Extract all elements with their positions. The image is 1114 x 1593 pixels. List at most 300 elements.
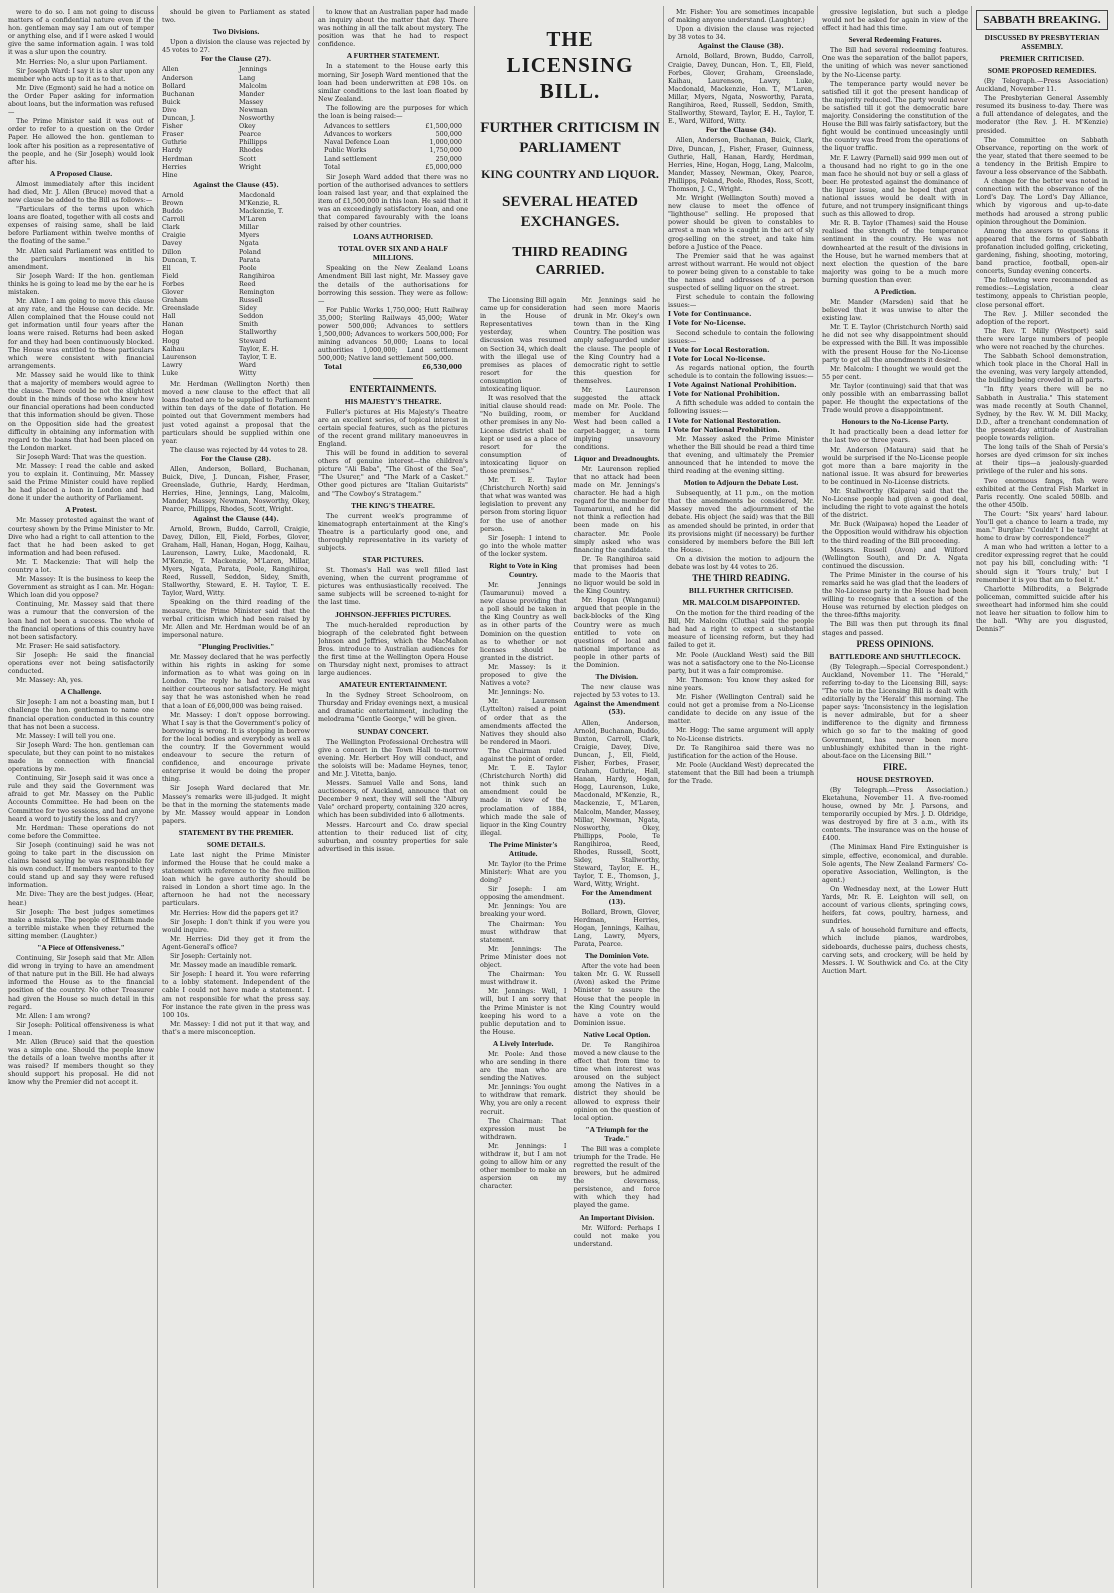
ballot-option: I Vote for National Restoration.	[668, 416, 781, 425]
member-name: Hogan	[162, 328, 184, 337]
column-rule	[971, 6, 972, 1588]
member-name: M'Kenzie, R.	[238, 198, 280, 207]
paragraph: Mr. Allen: I am wrong?	[16, 1011, 91, 1020]
loan-row	[324, 163, 462, 171]
paragraph: Almost immediately after this incident had died, Mr. J. Allen (Bruce) moved that a new clause be added to the Bill as follows:—	[8, 179, 154, 204]
paragraph: Mr. Taylor (continuing) said that that was only possible with an embarrassing ballot paper. He thought the expectations of the Trade would prove a disappointment.	[822, 381, 968, 415]
paragraph: Arnold, Bollard, Brown, Buddo, Carroll, Craigie, Davey, Duncan, Hon. T., Ell, Field, Forbes, Glover, Graham, Greenslade, Kaihau, Laurenson, Lawry, Luke, Macdonald, Mackenzie, Hon. T., M'Laren, Millar, Myers, Ngata, Nosworthy, Parata, Rangihiroa, Reed, Russell, Seddon, Smith, Stallworthy, Steward, Taylor, E. H., Taylor, T. E., Ward, Wilford, Witty.	[668, 52, 814, 126]
paragraph: Mr. Dive (Egmont) said he had a notice on the Order Paper asking for information about loans, but the information was refused—	[8, 83, 154, 117]
section-heading: SOME PROPOSED REMEDIES.	[987, 66, 1097, 75]
paragraph: After the vote had been taken Mr. G. W. Russell (Avon) asked the Prime Minister to assure the House that the people in the King Country would have a vote on the Dominion issue.	[573, 962, 660, 1027]
paragraph: Mr. Massey: Ah, yes.	[16, 676, 83, 685]
vote-list-heading: For the Clause (27).	[200, 56, 272, 64]
section-heading: TOTAL OVER SIX AND A HALF MILLIONS.	[338, 244, 448, 263]
paragraph: Mr. Massey: Is it proposed to give the Natives a vote?	[480, 662, 567, 688]
column-3	[318, 8, 468, 1588]
paragraph: The Chairman: You must withdraw it.	[480, 970, 567, 987]
paragraph: The Bill was a complete triumph for the Trade. He regretted the result of the brewers, but he admired the cleverness, persistence, and force with which they had played the game.	[573, 1144, 660, 1210]
member-name: Massey	[238, 97, 264, 106]
section-heading: Right to Vote in King Country.	[489, 561, 558, 579]
paragraph: The Chairman: That expression must be withdrawn.	[480, 1116, 567, 1141]
paragraph: Sir Joseph: I don't think if you were you would inquire.	[162, 917, 310, 934]
ballot-option: I Vote for No-License.	[668, 319, 746, 328]
paragraph: Mr. F. Lawry (Parnell) said 999 men out of a thousand had no right to go in the one man face he should not buy or sell a glass of beer. He protested against the dominance of the liquor issue, and he hoped that great national issues would be dealt with in future, and not trumpery insignificant things such as this allowed to drop.	[822, 153, 968, 219]
member-name: Rhodes	[238, 146, 263, 155]
loan-table	[324, 122, 462, 171]
member-name: Taylor, T. E.	[238, 352, 277, 361]
paragraph: Allen, Anderson, Arnold, Buchanan, Buddo, Buxton, Carroll, Clark, Craigie, Davey, Dive, Duncan, J., Ell, Field, Fisher, Forbes, Fraser, Graham, Guthrie, Hall, Hanan, Hardy, Hogan, Hogg, Laurenson, Luke, Macdonald, M'Kenzie, R., Mackenzie, T., M'Laren, Malcolm, Mander, Massey, Millar, Newman, Ngata, Nosworthy, Okey, Phillipps, Poole, Te Rangihiroa, Reed, Rhodes, Russell, Scott, Sidey, Stallworthy, Steward, Taylor, E. H., Taylor, T. E., Thomson, J., Ward, Witty, Wright.	[573, 718, 660, 889]
sub-headline: THIRD READING CARRIED.	[512, 245, 628, 278]
paragraph: Mr. Allen said Parliament was entitled to the particulars mentioned in his amendment.	[8, 246, 154, 271]
member-name: Mander	[238, 89, 265, 98]
section-heading: JOHNSON-JEFFRIES PICTURES.	[335, 609, 451, 619]
member-name: Malcolm	[238, 81, 267, 90]
paragraph: The long tails of the Shah of Persia's horses are dyed crimson for six inches at their tips—a jealously-guarded privilege of the ruler and his sons.	[976, 443, 1108, 476]
section-heading: Two Divisions.	[212, 27, 260, 37]
member-name: Nosworthy	[238, 114, 275, 123]
section-heading: A Proposed Clause.	[49, 168, 113, 178]
paragraph: Mr. Herries: How did the papers get it?	[170, 908, 299, 917]
paragraph: Mr. Anderson (Mataura) said that he would be surprised if the No-License people got more than a bare majority in the national issue. It was absurd for breweries to be continued in No-License districts.	[822, 445, 968, 486]
paragraph: Sir Joseph: I am opposing the amendment.	[480, 885, 567, 902]
member-name: M'Laren	[238, 215, 267, 224]
member-name: Mackenzie, T.	[238, 207, 284, 216]
section-heading: A Prediction.	[874, 287, 916, 296]
paragraph: In a statement to the House early this morning, Sir Joseph Ward mentioned that the loan had been underwritten at £98 10s. on similar conditions to the last loan floated by New Zealand.	[318, 62, 468, 103]
loan-amount: £1,500,000	[425, 122, 462, 131]
paragraph: Second schedule to contain the following issues:—	[668, 328, 814, 345]
paragraph: (By Telegraph.—Special Correspondent.) Auckland, November 11. The "Herald," referring to-day to the Licensing Bill, says: "The vote in the Licensing Bill is dealt with editorially by the 'Herald' this morning. The paper says: 'Inconsistency in the legislation is never admirable, but for a sheer indifference to the dignity and firmness which go so far to the making of good Government, has never been more unblushingly exhibited than in the right-about-face on the Licensing Bill.'"	[822, 662, 968, 760]
member-name: Greenslade	[162, 304, 199, 313]
vote-list-heading: Against the Clause (45).	[193, 181, 279, 189]
paragraph: Sir Joseph Ward declared that Mr. Massey's remarks were ill-judged. It might be that in the morning the statements made by Mr. Massey would appear in London papers.	[162, 784, 310, 825]
paragraph: A man who had written a letter to a creditor expressing regret that he could not pay his bill, concluding with: "I should sign it 'Yours truly,' but I remember it is you that am to feel it."	[976, 543, 1108, 584]
paragraph: The temperance party would never be satisfied till it got the present handicap of the majority reduced. The party would never be satisfied till it got the democratic bare majority. Considering the constitution of the House the Bill was fairly satisfactory, but the fight would be continued unceasingly until the country was freed from the operations of the liquor traffic.	[822, 79, 968, 153]
member-name: Ngata	[238, 239, 259, 248]
member-name: Lawry	[162, 360, 183, 369]
names-right	[239, 191, 310, 377]
paragraph: gressive legislation, but such a pledge would not be asked for again in view of the effect it had had this time.	[822, 8, 968, 33]
member-name: Kaihau	[162, 344, 185, 353]
section-heading: AMATEUR ENTERTAINMENT.	[339, 680, 447, 690]
paragraph: Mr. T. E. Taylor (Christchurch North) did not think such an amendment could be made in view of the proclamation of 1884, which made the sale of liquor in the King Country illegal.	[480, 764, 567, 837]
column-rule	[157, 6, 158, 1588]
paragraph: It had practically been a dead letter for the last two or three years.	[822, 428, 968, 445]
paragraph: The Licensing Bill again came up for consideration in the House of Representatives yesterday, when discussion was resumed on Section 34, which dealt with the illegal use of premises as places of resort for the consumption of intoxicating liquor.	[480, 296, 567, 394]
column-rule	[663, 6, 664, 1588]
loan-row	[324, 155, 462, 163]
paragraph: The new clause was rejected by 53 votes to 13.	[573, 683, 660, 700]
paragraph: were to do so. I am not going to discuss matters of a confidential nature even if the hon. gentleman may say I am out of temper or anything else, and if I were asked I would give the same information again. I was told it was a slur upon the country.	[8, 8, 154, 57]
paragraph: Late last night the Prime Minister informed the House that he could make a statement with reference to the five million loan which he gave authority should be raised in London a short time ago. In the afternoon he had not the necessary particulars.	[162, 850, 310, 908]
paragraph: Mr. Fisher: You are sometimes incapable of making anyone understand. (Laughter.)	[668, 8, 814, 25]
member-name: Parata	[238, 255, 261, 264]
paragraph: Among the answers to questions it appeared that the forms of Sabbath profanation included golfing, cricketing, gardening, fishing, shooting, motoring, band practice, football, open-air concerts, Sunday evening concerts.	[976, 226, 1108, 276]
member-name: Arnold	[162, 190, 184, 199]
column-rule	[474, 6, 475, 1588]
member-name: Dillon	[162, 247, 182, 256]
paragraph: Mr. Fisher (Wellington Central) said he could not get a promise from a No-License candidate to decide on any issue of the matter.	[668, 693, 814, 726]
section-heading: A Lively Interlude.	[492, 1038, 554, 1048]
paragraph: Sir Joseph: Certainly not.	[170, 952, 252, 961]
paragraph: A change for the better was noted in connection with the observance of the Lord's Day. The Lord's Day Alliance, which by vigorous and up-to-date methods had aroused a strong public opinion throughout the Dominion.	[976, 177, 1108, 226]
member-name: Sidey	[238, 304, 257, 313]
section-heading: Motion to Adjourn the Debate Lost.	[683, 478, 799, 488]
column-4	[480, 8, 660, 1588]
section-heading: SOME DETAILS.	[206, 839, 266, 849]
paragraph: (The Minimax Hand Fire Extinguisher is simple, effective, economical, and durable. Sole agents, The New Zealand Farmers' Co-operative Association, Wellington, is the agent.)	[822, 843, 968, 884]
vote-list-heading: For the Clause (34).	[705, 127, 777, 135]
paragraph: "Particulars of the terms upon which loans are floated, together with all costs and expenses of raising same, shall be laid before Parliament within twelve months of the floating of the same."	[8, 205, 154, 246]
section-heading: "Plunging Proclivities."	[197, 641, 275, 651]
paragraph: It was resolved that the initial clause should read: "No building, room, or other premises in any No-License district shall be kept or used as a place of resort for the consumption of intoxicating liquor on those premises."	[480, 394, 567, 475]
paragraph: (By Telegraph.—Press Association.) Eketahuna, November 11. A five-roomed house, owned by Mr. J. Parsons, and temporarily occupied by Mrs. J. D. Oldridge, was destroyed by fire at 3 a.m., with its contents. The insurance was on the house of £400.	[822, 785, 968, 843]
column-1	[8, 8, 154, 1588]
main-headline: THE LICENSING BILL.	[506, 27, 634, 103]
paragraph: Upon a division the clause was rejected by 45 votes to 27.	[162, 38, 310, 55]
paragraph: Dr. Te Rangihiroa said there was no justification for the action of the House.	[668, 743, 814, 760]
paragraph: Mr. Herdman (Wellington North) then moved a new clause to the effect that all loans floated are to be supplied to Parliament within ten days of the date of flotation. He pointed out that Government members had just voted against a proposal that the particulars should be supplied within one year.	[162, 380, 310, 445]
paragraph: The Prime Minister said it was out of order to refer to a question on the Order Paper. He allowed the hon. gentleman to look after his position as a representative of the people, and he (Sir Joseph) would look after his.	[8, 117, 154, 166]
member-name: Macdonald	[238, 190, 275, 199]
noes-list	[162, 191, 310, 377]
paragraph: Continuing, Sir Joseph said it was once a rule and they said the Government was afraid to get Mr. Massey on the Public Accounts Committee. He had been on the Committee for two sessions, and had anyone heard a word to justify the loss and cry?	[8, 774, 154, 823]
member-name: Russell	[238, 296, 263, 305]
member-name: Forbes	[162, 279, 185, 288]
paragraph: (By Telegraph.—Press Association) Auckland, November 11.	[976, 77, 1108, 94]
loan-row	[324, 130, 462, 138]
paragraph: As regards national option, the fourth schedule is to contain the following issues:—	[668, 363, 814, 381]
names-left	[162, 65, 233, 178]
loan-row	[324, 122, 462, 130]
paragraph: Mr. Dive: They are the best judges. (Hear, hear.)	[8, 890, 154, 907]
loan-amount: 1,750,000	[429, 146, 462, 155]
section-heading: DISCUSSED BY PRESBYTERIAN ASSEMBLY.	[984, 33, 1100, 51]
paragraph: Mr. Jennings said he had seen more Maoris drunk in Mr. Okey's own town than in the King Country. The position was amply safeguarded under the clause. The people of the King Country had a democratic right to settle this question for themselves.	[573, 296, 660, 385]
paragraph: On Wednesday next, at the Lower Hutt Yards, Mr. R. E. Leighton will sell, on account of various clients, springing cows, heifers, fat cows, poultry, harness, and sundries.	[822, 884, 968, 926]
paragraph: Mr. Massey made an inaudible remark.	[170, 961, 297, 970]
divider	[373, 378, 413, 379]
section-heading: An Important Division.	[579, 1212, 655, 1222]
paragraph: Mr. Malcolm: I thought we would get the 55 per cent.	[822, 364, 968, 381]
paragraph: Allen, Anderson, Buchanan, Buick, Clark, Dive, Duncan, J., Fisher, Fraser, Guinness, Guthrie, Hall, Hanan, Hardy, Herdman, Herries, Hine, Hogan, Hogg, Lang, Malcolm, Mander, Massey, Newman, Okey, Pearce, Phillipps, Poland, Poole, Rhodes, Ross, Scott, Thomson, J. C., Wright.	[668, 136, 814, 193]
column-7	[976, 8, 1108, 1588]
member-name: Anderson	[162, 73, 193, 82]
paragraph: The following were recommended as remedies:—Legislation, a clear testimony, appeals to Christian people, close personal effort.	[976, 276, 1108, 309]
paragraph: Sir Joseph Ward: If the hon. gentleman thinks he is going to lead me by the ear he is mistaken.	[8, 271, 154, 296]
vote-list-heading: For the Amendment (13).	[581, 890, 652, 906]
ballot-option: I Vote for Local No-license.	[668, 354, 766, 363]
paragraph: Mr. Fraser: He said satisfactory.	[16, 641, 121, 650]
loan-amount: £5,000,000	[425, 162, 462, 171]
paragraph: Messrs. Harcourt and Co. draw special attention to their reduced list of city, suburban, and country properties for sale advertised in this issue.	[318, 820, 468, 853]
member-name: Hanan	[162, 320, 184, 329]
paragraph: Mr. Herdman: These operations do not come before the Committee.	[8, 823, 154, 840]
loan-label: Advances to workers	[324, 130, 392, 139]
member-name: Wright	[238, 162, 262, 171]
member-name: Clark	[162, 223, 180, 232]
ballot-option: I Vote for National Prohibition.	[668, 425, 780, 434]
paragraph: Dr. Te Rangihiroa moved a new clause to the effect that from time to time when interest was aroused on the subject among the Natives in a district they should be allowed to express their opinion on the question of local option.	[573, 1040, 660, 1122]
paragraph: Sir Joseph: He said the financial operations ever not being satisfactorily conducted.	[8, 650, 154, 676]
paragraph: Mr. R. B. Taylor (Thames) said the House realised the strength of the temperance sentiment in the country. He was not downhearted at the result of the divisions in the House, but he warned members that at next election the question of the bare majority was going to be a much more burning question than ever.	[822, 219, 968, 284]
member-name: Davey	[162, 239, 182, 248]
member-name: Luke	[162, 368, 179, 377]
paragraph: Mr. Laurenson replied that no attack had been made on Mr. Jennings's character. He had a high regard for the member for Taumarunui, and he did not think a reflection had been made on his character. Mr. Poole simply asked who was financing the candidate.	[573, 464, 660, 554]
paragraph: Dr. Te Rangihiroa said that promises had been made to the Maoris that no liquor would be sold in the King Country.	[573, 554, 660, 596]
section-heading: HIS MAJESTY'S THEATRE.	[344, 396, 442, 406]
paragraph: Sir Joseph Ward: The hon. gentleman can speculate, but they can point to no mistakes made in connection with financial operations by me.	[8, 740, 154, 774]
member-name: Okey	[238, 122, 256, 131]
paragraph: Allen, Anderson, Bollard, Buchanan, Buick, Dive, J. Duncan, Fisher, Fraser, Greenslade, Guthrie, Hardy, Herdman, Herries, Hine, Jennings, Lang, Malcolm, Mander, Massey, Newman, Nosworthy, Okey, Pearce, Phillipps, Rhodes, Scott, Wright.	[162, 464, 310, 514]
paragraph: In the Sydney Street Schoolroom, on Thursday and Friday evenings next, a musical and dramatic entertainment, including the melodrama "Gentle George," will be given.	[318, 691, 468, 724]
loan-label: Total	[324, 162, 341, 171]
paragraph: The Bill was then put through its final stages and passed.	[822, 620, 968, 637]
paragraph: The much-heralded reproduction by biograph of the celebrated fight between Johnson and Jeffries, which the MacMahon Bros. introduce to Australian audiences for the first time at the Wellington Opera House on Thursday night next, promises to attract large audiences.	[318, 620, 468, 678]
loan-label: Advances to settlers	[324, 122, 390, 131]
paragraph: Mr. Massey protested against the want of courtesy shown by the Prime Minister to Mr. Dive who had a right to call attention to the fact that he had been asked to get information and had been refused.	[8, 516, 154, 557]
member-name: Seddon	[238, 312, 264, 321]
ballot-option: I Vote Against National Prohibition.	[668, 381, 797, 390]
member-name: Hardy	[162, 146, 183, 155]
paragraph: Sir Joseph: I heard it. You were referring to a lobby statement. Independent of the cable I could not have made a statement. I am not responsible for what the press say. For instance the rate given in the press was 100 10s.	[162, 970, 310, 1019]
paragraph: On a division the motion to adjourn the debate was lost by 44 votes to 26.	[668, 554, 814, 571]
section-heading: THE THIRD READING.	[692, 573, 790, 584]
member-name: Guthrie	[162, 138, 187, 147]
paragraph: Subsequently, at 11 p.m., on the motion that the amendments be considered, Mr. Massey moved the adjournment of the debate. His object (he said) was that the Bill as amended should be printed, in order that its provisions might (if necessary) be further considered by members before the Bill left the House.	[668, 489, 814, 554]
vote-list-heading: Against the Clause (38).	[698, 43, 784, 51]
member-name: Steward	[238, 336, 267, 345]
sub-headline: FURTHER CRITICISM IN PARLIAMENT	[480, 120, 660, 156]
member-name: Duncan, T.	[162, 255, 197, 264]
member-name: Ward	[238, 360, 256, 369]
section-heading: "A Triumph for the Trade."	[585, 1124, 649, 1143]
member-name: Fisher	[162, 122, 183, 131]
paragraph: Mr. Massey said he would like to think that a majority of members would agree to the clause. There could be not the slightest doubt in the minds of those who knew how our financial operations had been conducted that this information should be given. Those on the Opposition side had the greatest difficulty in obtaining any information with regard to the loans that had been placed on the London market.	[8, 370, 154, 452]
paragraph: Fuller's pictures at His Majesty's Theatre are an excellent series, of topical interest in certain special features, such as the pictures of the recent grand military manoeuvres in England.	[318, 407, 468, 448]
paragraph: Charlotte Milbrodits, a Belgrade policeman, committed suicide after his sweetheart had informed him she could not leave her situation to follow him to the ball. "Why are you disgusted, Dennis?"	[976, 584, 1108, 634]
paragraph: Sir Joseph Ward: I say it is a slur upon any member who acts up to it as to that.	[8, 66, 154, 83]
paragraph: A fifth schedule was added to contain the following issues:—	[668, 399, 814, 416]
sub-column	[480, 296, 566, 1249]
paragraph: Speaking on the third reading of the measure, the Prime Minister said that the verbal criticism which had been raised by Mr. Allen and Mr. Herdman would be of an impersonal nature.	[162, 598, 310, 639]
member-name: Field	[162, 271, 179, 280]
paragraph: Bollard, Brown, Glover, Herdman, Herries, Hogan, Jennings, Kaihau, Lang, Lawry, Myers, Parata, Pearce.	[573, 907, 660, 949]
paragraph: Arnold, Brown, Buddo, Carroll, Craigie, Davey, Dillon, Ell, Field, Forbes, Glover, Graham, Hall, Hanan, Hogan, Hogg, Kaihau, Laurenson, Lawry, Luke, Macdonald, R. M'Kenzie, T. Mackenzie, M'Laren, Millar, Myers, Ngata, Parata, Poole, Rangihiroa, Reed, Russell, Seddon, Sidey, Smith, Stallworthy, Steward, E. H. Taylor, T. E. Taylor, Ward, Witty.	[162, 524, 310, 598]
member-name: Buchanan	[162, 89, 195, 98]
member-name: Pearce	[238, 130, 261, 139]
paragraph: Mr. Hogan (Wanganui) argued that people in the back-blocks of the King Country were as much entitled to vote on questions of local and national importance as people in other parts of the Dominion.	[573, 596, 660, 670]
vote-list-heading: For the Clause (28).	[200, 455, 272, 463]
two-column-body	[480, 296, 660, 1249]
paragraph: Messrs. Samuel Valle and Sons, land auctioneers, of Auckland, announce that on December 9 next, they will sell the "Albury Vale" orchard property, containing 320 acres, which has been subdivided into 6 allotments.	[318, 779, 468, 820]
section-heading: A FURTHER STATEMENT.	[346, 51, 440, 61]
section-heading: The Division.	[595, 672, 639, 682]
paragraph: Sir Joseph: Political offensiveness is what I mean.	[8, 1020, 154, 1037]
member-name: Graham	[162, 296, 188, 305]
loan-amount: 1,000,000	[429, 138, 462, 147]
paragraph: Mr. Wilford: Perhaps I could not make you understand.	[573, 1223, 660, 1248]
section-heading: BATTLEDORE AND SHUTTLECOCK.	[829, 651, 961, 661]
paragraph: The Prime Minister in the course of his remarks said he was glad that the leaders of the No-License party in the House had been willing to recognise that a section of the House was returned by election pledges on the three-fifths majority.	[822, 570, 968, 620]
paragraph: Mr. Mander (Marsden) said that he believed that it was unwise to alter the existing law.	[822, 298, 968, 323]
paragraph: Mr. Stallworthy (Kaipara) said that the No-License people had given a good deal, including the right to vote against the hotels of the district.	[822, 486, 968, 520]
member-name: Fraser	[162, 130, 184, 139]
paragraph: Mr. Laurenson (Lyttelton) raised a point of order that as the amendments affected the Natives they should also be rendered in Maori.	[480, 697, 567, 746]
sub-column	[574, 296, 660, 1249]
member-name: Rangihiroa	[238, 271, 275, 280]
paragraph: Mr. Jennings: You ought to withdraw that remark. Why, you are only a recent recruit.	[480, 1083, 567, 1116]
member-name: Hall	[162, 312, 176, 321]
vote-list-heading: Against the Clause (44).	[193, 515, 279, 523]
paragraph: The Wellington Professional Orchestra will give a concert in the Town Hall to-morrow evening. Mr. Herbert Hoy will conduct, and the soloists will be: Madame Heynes, tenor, and Mr. J. Vitetta, banjo.	[318, 737, 468, 778]
paragraph: For Public Works 1,750,000; Hutt Railway 35,000; Sterling Railways 45,000; Water power 500,000; Advances to settlers 1,500,000; Advances to workers 500,000; For mining advances 50,000; Loans to local authorities 1,000,000; Land settlement 500,000; Native land settlement 500,000.	[318, 305, 468, 363]
paragraph: to know that an Australian paper had made an inquiry about the matter that day. There was nothing in all the talk about mystery. The position was that he had to respect confidence.	[318, 8, 468, 49]
paragraph: Mr. Massey: It is the business to keep the Government as straight as I can. Mr. Hogan: Which loan did you oppose?	[8, 575, 154, 600]
member-name: Myers	[238, 231, 260, 240]
paragraph: Mr. Herries: Did they get it from the Agent-General's office?	[162, 934, 310, 951]
paragraph: The Chairman ruled against the point of order.	[480, 746, 567, 763]
paragraph: The Sabbath School demonstration, which took place in the Choral Hall in the evening, was very largely attended, the building being crowded in all parts.	[976, 352, 1108, 385]
paragraph: The Court: "Six years' hard labour. You'll get a chance to learn a trade, my man." Burglar: "Couldn't I be taught at home to draw by correspondence?"	[976, 509, 1108, 543]
paragraph: The Rev. T. Milly (Westport) said there were large numbers of people who were not reached by the churches.	[976, 326, 1108, 351]
member-name: Scott	[238, 154, 256, 163]
member-name: Buick	[162, 97, 181, 106]
paragraph: Mr. Jennings: No.	[488, 688, 545, 697]
paragraph: Mr. Massey: I will tell you one.	[16, 731, 116, 740]
member-name: Bollard	[162, 81, 186, 90]
section-heading: Honours to the No-License Party.	[841, 417, 949, 427]
member-name: Poole	[238, 263, 257, 272]
ballot-option: I Vote for Local Restoration.	[668, 345, 770, 354]
paragraph: Mr. Poole (Auckland West) deprecated the statement that the Bill had been a triumph for the Trade.	[668, 760, 814, 785]
member-name: Smith	[238, 320, 259, 329]
member-name: Lang	[238, 73, 256, 82]
section-heading: Liquor and Dreadnoughts.	[574, 453, 660, 463]
section-heading: "A Piece of Offensiveness."	[37, 943, 125, 953]
paragraph: Upon a division the clause was rejected by 38 votes to 34.	[668, 25, 814, 42]
names-right	[239, 65, 310, 178]
paragraph: First schedule to contain the following issues:—	[668, 293, 814, 310]
paragraph: The following are the purposes for which the loan is being raised:—	[318, 103, 468, 121]
paragraph: Mr. Massey declared that he was perfectly within his rights in asking for some information as to what was going on in London. The reply he had received was neither courteous nor satisfactory. He might say that he was astonished when he read that a loan of £6,000,000 was being raised.	[162, 652, 310, 710]
sub-headline: KING COUNTRY AND LIQUOR.	[481, 167, 659, 181]
section-heading: A Challenge.	[60, 687, 102, 697]
paragraph: The Presbyterian General Assembly resumed its business to-day. There was a full attendance of delegates, and the moderator (the Rev. J. H. M'Kenzie) presided.	[976, 94, 1108, 135]
paragraph: "In fifty years there will be no Sabbath in Australia." This statement was made recently at South Channel, Sydney, by the Rev. W. M. Dill Macky, D.D., after a trenchant condemnation of the present-day attitude of Australian people towards religion.	[976, 385, 1108, 443]
member-name: Reed	[238, 279, 256, 288]
loan-amount: 500,000	[435, 130, 462, 139]
ballot-option: I Vote for National Prohibition.	[668, 390, 780, 399]
paragraph: The current week's programme of kinematograph entertainment at the King's Theatre is a particularly good one, and thoroughly representative in its variety of subjects.	[318, 511, 468, 552]
paragraph: This will be found in addition to several others of genuine interest—the children's picture "Ali Baba", "The Ghost of the Sea", "The Usurer," and "The Mark of a Casket." Other good pictures are "Italian Guitarists" and "The Cowboy's Stratagem."	[318, 449, 468, 498]
column-5	[668, 8, 814, 1588]
section-heading: The Prime Minister's Attitude.	[489, 839, 558, 858]
paragraph: The Chairman: You must withdraw that statement.	[480, 919, 567, 944]
paragraph: Mr. Taylor (to the Prime Minister): What are you doing?	[480, 859, 567, 885]
paragraph: St. Thomas's Hall was well filled last evening, when the current programme of pictures was enthusiastically received. The same subjects will be screened to-night for the last time.	[318, 566, 468, 607]
paragraph: Mr. Buck (Waipawa) hoped the Leader of the Opposition would withdraw his objection to the third reading of the Bill proceeding.	[822, 520, 968, 545]
total-row: Total £6,530,000	[324, 363, 462, 372]
loan-row	[324, 138, 462, 146]
section-heading: Several Redeeming Features.	[848, 35, 942, 45]
section-heading: STAR PICTURES.	[362, 555, 424, 565]
vote-list-heading: Against the Amendment (53).	[574, 701, 660, 717]
column-rule	[313, 6, 314, 1588]
paragraph: Sir Joseph: I am not a boasting man, but I challenge the hon. gentleman to name one financial operation conducted in this country that has not been a success.	[8, 698, 154, 731]
paragraph: Mr. Poole: And those who are sending in there are the man who are sending the Natives.	[480, 1049, 567, 1083]
member-name: Laurenson	[162, 352, 197, 361]
member-name: Witty	[238, 368, 257, 377]
paragraph: Mr. Laurenson suggested the attack made on Mr. Poole. The member for Auckland West had been called a carpet-bagger, a term implying unsavoury conditions.	[573, 386, 660, 451]
member-name: Stallworthy	[238, 328, 277, 337]
section-heading: MR. MALCOLM DISAPPOINTED.	[682, 598, 800, 608]
section-heading: SUNDAY CONCERT.	[357, 726, 429, 736]
section-heading: PREMIER CRITICISED.	[1000, 54, 1084, 63]
paragraph: Mr. T. E. Taylor (Christchurch North) said that what was wanted was legislation to prevent any person from storing liquor for the use of another person.	[480, 476, 567, 533]
paragraph: Mr. Jennings: You are breaking your word.	[480, 902, 567, 919]
member-name: Newman	[238, 105, 268, 114]
member-name: Hogg	[162, 336, 180, 345]
column-rule	[817, 6, 818, 1588]
loan-label: Naval Defence Loan	[324, 138, 390, 147]
member-name: Craigie	[162, 231, 186, 240]
paragraph: Sir Joseph (continuing) said he was not going to take part in the discussion on claims based saying he was responsible for his own conduct. If members wanted to they could stand up and say they were refused information.	[8, 840, 154, 890]
member-name: Glover	[162, 288, 184, 296]
member-name: Remington	[238, 288, 275, 296]
paragraph: Mr. T. Mackenzie: That will help the country a lot.	[8, 557, 154, 574]
paragraph: Mr. Jennings: Well, I will, but I am sorry that the Prime Minister is not keeping his word to a public deputation and to the House.	[480, 987, 567, 1036]
loan-amount: 250,000	[435, 154, 462, 163]
member-name: Taylor, E. H.	[238, 344, 279, 353]
paragraph: The Premier said that he was against arrest without warrant. He would not object to power being given to a constable to take the names and addresses of a person suspected of selling liquor on the street.	[668, 251, 814, 293]
member-name: Herries	[162, 162, 187, 171]
paragraph: Two enormous fangs, fish were exhibited at the Central Fish Market in Paris recently. One scaled 508lb. and the other 450lb.	[976, 476, 1108, 509]
names-left	[162, 191, 233, 377]
ayes-list	[162, 65, 310, 178]
section-heading: THE KING'S THEATRE.	[351, 500, 435, 510]
member-name: Dive	[162, 105, 177, 114]
paragraph: Mr. Jennings: The Prime Minister does not object.	[480, 944, 567, 970]
paragraph: Mr. Massey: I don't oppose borrowing. What I say is that the Government's policy of borrowing is wrong. It is stopping in borrow for the local bodies and everybody as well as the country. If the Government would endeavour to secure the return of confidence, and encourage private enterprise it would be doing the proper thing.	[162, 710, 310, 784]
section-heading: PRESS OPINIONS.	[856, 638, 934, 649]
paragraph: Sir Joseph: I intend to go into the whole matter of the locker system.	[480, 533, 567, 558]
section-heading: Native Local Option.	[583, 1029, 651, 1039]
paragraph: Sir Joseph Ward: That was the question.	[16, 452, 147, 461]
paragraph: Mr. Hogg: The same argument will apply to No-License districts.	[668, 726, 814, 743]
member-name: Carroll	[162, 215, 185, 224]
paragraph: should be given to Parliament as stated two.	[162, 8, 310, 25]
member-name: Brown	[162, 198, 184, 207]
section-heading: The Dominion Vote.	[584, 951, 649, 961]
paragraph: Mr. Massey asked the Prime Minister whether the Bill should be read a third time that evening, and ultimately the Premier announced that he intended to move the third reading at the evening sitting.	[668, 434, 814, 476]
paragraph: Mr. Massey: I read the cable and asked you to explain it. Continuing, Mr. Massey said the Prime Minister could have replied he had placed a loan in London and had done it under the authority of Parliament.	[8, 461, 154, 503]
member-name: Allen	[162, 65, 179, 74]
loan-label: Public Works	[324, 146, 367, 155]
paragraph: Mr. Poole (Auckland West) said the Bill was not a satisfactory one to the No-License party, but it was a fair compromise.	[668, 650, 814, 675]
member-name: Duncan, J.	[162, 114, 196, 123]
loan-row	[324, 146, 462, 154]
paragraph: Mr. Allen (Bruce) said that the question was a simple one. Should the people know the details of a loan twelve months after it was raised? If members thought so they should support his proposal. He did not know why the Premier did not accept it.	[8, 1037, 154, 1087]
paragraph: A sale of household furniture and effects, which include pianos, wardrobes, sideboards, duchesse pairs, duchess chests, carving sets, and crockery, will be held by Messrs. I. W. Southwick and Co. at the City Auction Mart.	[822, 926, 968, 975]
member-name: Jennings	[238, 65, 268, 74]
column-6	[822, 8, 968, 1588]
section-heading: BILL FURTHER CRITICISED.	[688, 586, 794, 596]
ballot-option: I Vote for Continuance.	[668, 310, 752, 319]
paragraph: Messrs. Russell (Avon) and Wilford (Wellington South), and Dr. A. Ngata continued the discussion.	[822, 545, 968, 570]
paragraph: Mr. Massey: I did not put it that way, and that's a mere misconception.	[162, 1019, 310, 1036]
paragraph: Mr. Thomson: You know they asked for nine years.	[668, 675, 814, 692]
